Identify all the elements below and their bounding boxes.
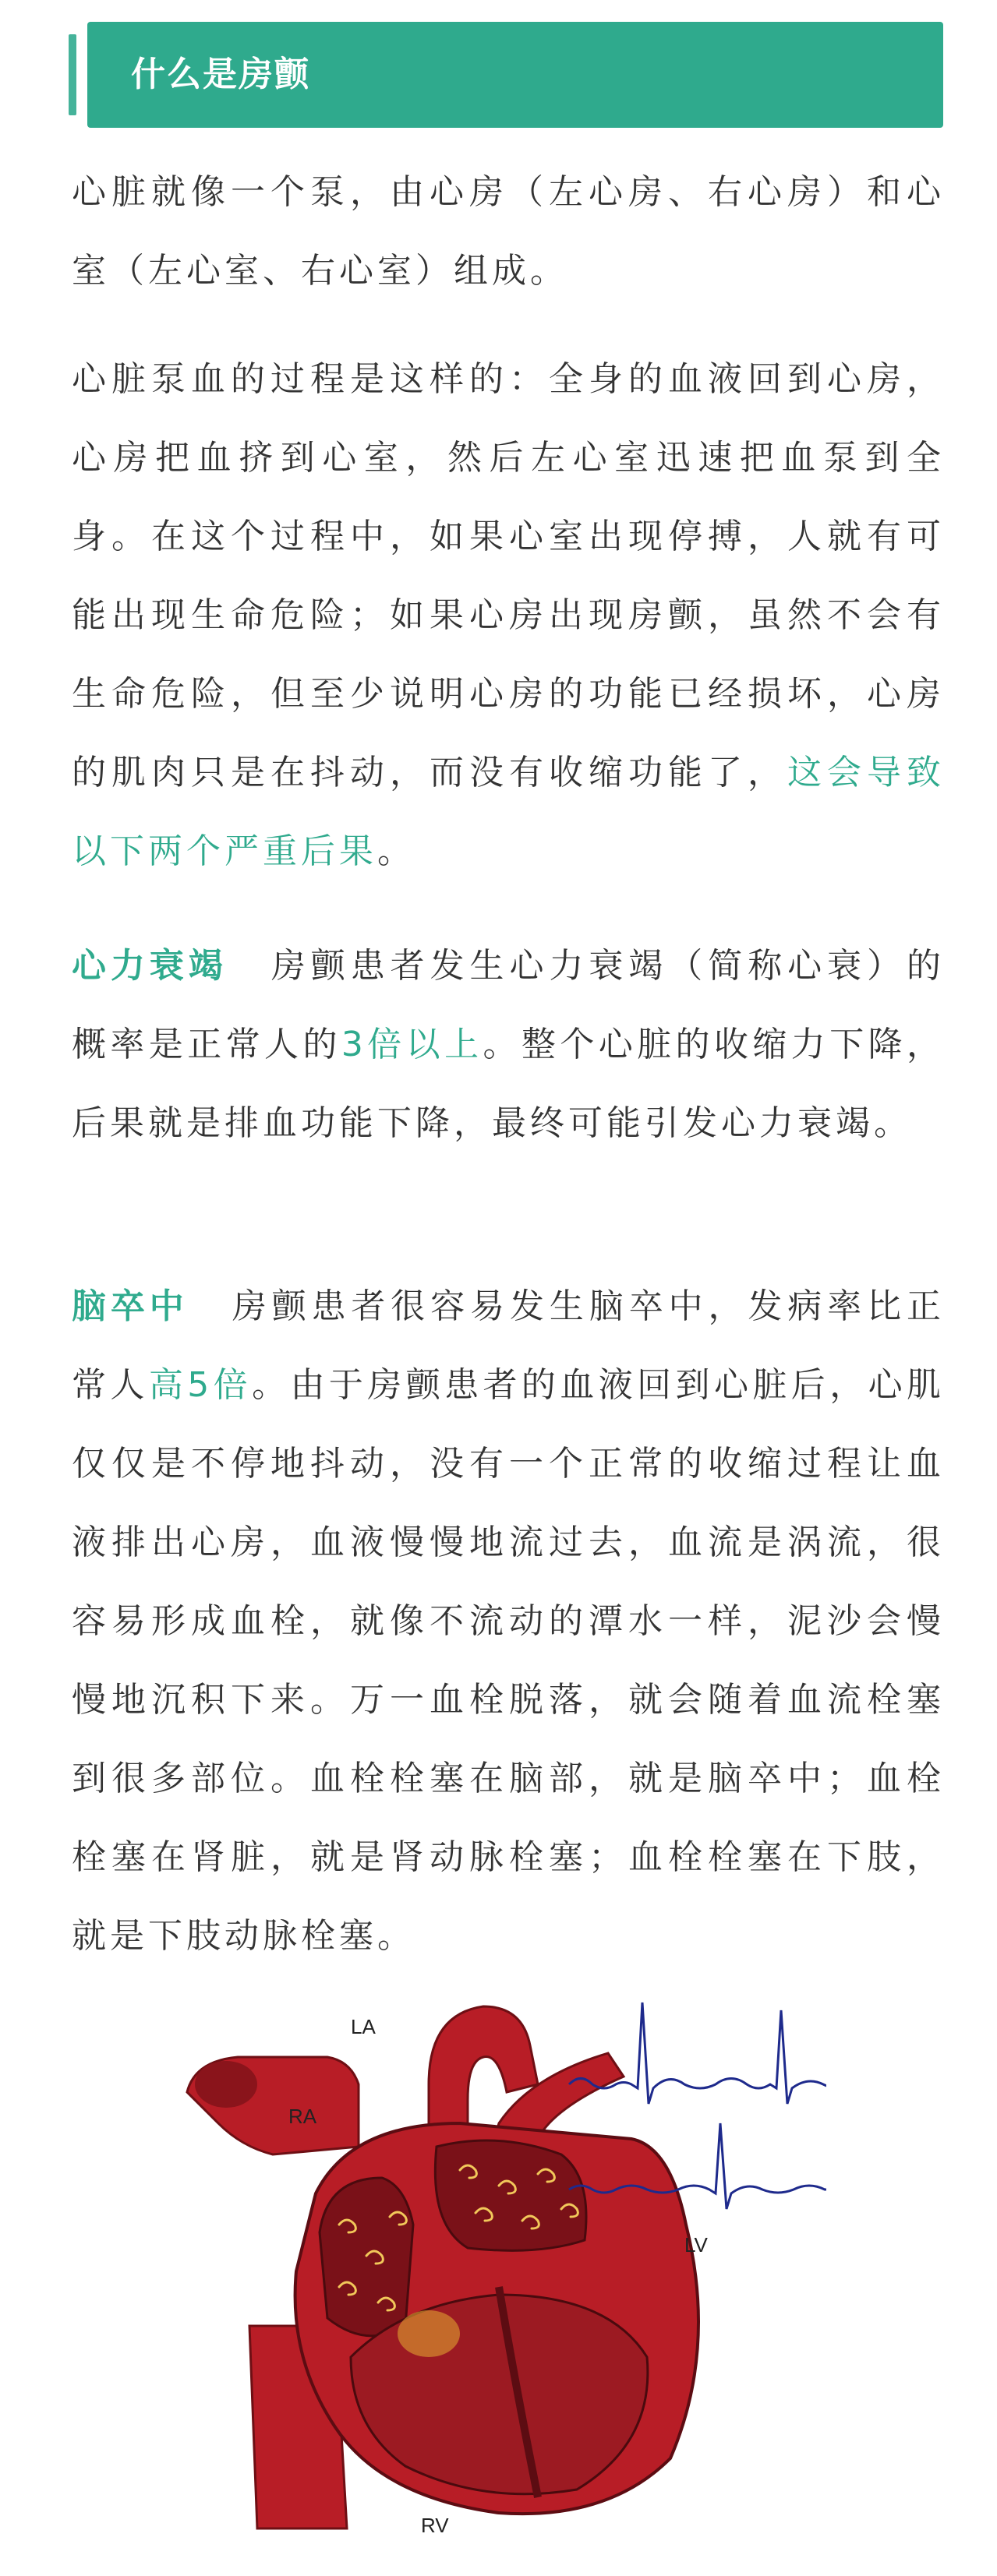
heart-failure-text-b: 。整个心脏的收缩力下降，后果就是排血功能下降，最终可能引发心力衰竭。 <box>72 1025 946 1143</box>
header-accent-bar <box>69 34 76 115</box>
heart-diagram-svg <box>171 1991 826 2536</box>
heart-failure-text-a: 房颤患者发生心力衰竭（简称心衰）的概率是正常人的 <box>72 946 946 1064</box>
consequences-highlight: 这会导致以下两个严重后果 <box>72 753 945 871</box>
label-ra: RA <box>288 2105 317 2128</box>
stroke-highlight: 高5倍 <box>148 1365 253 1405</box>
paragraph-process-text: 心脏泵血的过程是这样的：全身的血液回到心房，心房把血挤到心室，然后左心室迅速把血泵到全身。在这个过程中，如果心室出现停搏，人就有可能出现生命危险；如果心房出现房颤，虽然不会有生命危险，但至少说明心房的功能已经损坏，心房的肌肉只是在抖动，而没有收缩功能了， <box>72 359 945 792</box>
heart-illustration <box>171 1991 826 2536</box>
left-atrium <box>435 2140 586 2250</box>
section-header <box>69 22 943 128</box>
stroke-text-b: 。由于房颤患者的血液回到心脏后，心肌仅仅是不停地抖动，没有一个正常的收缩过程让血液排出心房，血液慢慢地流过去，血流是涡流，很容易形成血栓，就像不流动的潭水一样，泥沙会慢慢地沉积下来。万一血栓脱落，就会随着血流栓塞到很多部位。血栓栓塞在脑部，就是脑卒中；血栓栓塞在肾脏，就是肾动脉栓塞；血栓栓塞在下肢，就是下肢动脉栓塞。 <box>72 1365 946 1956</box>
section-title: 什么是房颤 <box>131 55 310 94</box>
label-lv: LV <box>684 2233 708 2257</box>
paragraph-heart-failure <box>72 926 945 1163</box>
paragraph-stroke <box>72 1267 945 1975</box>
header-banner <box>87 22 943 128</box>
label-rv: RV <box>421 2514 449 2536</box>
paragraph-intro <box>72 153 945 310</box>
label-la: LA <box>351 2015 376 2038</box>
paragraph-process <box>72 340 945 891</box>
heart-failure-highlight: 3倍以上 <box>341 1025 483 1064</box>
paragraph-intro-text: 心脏就像一个泵，由心房（左心房、右心房）和心室（左心室、右心室）组成。 <box>72 172 945 291</box>
stroke-text-a: 房颤患者很容易发生脑卒中，发病率比正常人 <box>72 1286 946 1405</box>
heart-failure-label: 心力衰竭 <box>72 946 228 986</box>
stroke-label: 脑卒中 <box>72 1286 189 1326</box>
av-node-glow <box>398 2310 460 2357</box>
vena-cava-opening <box>195 2061 257 2108</box>
paragraph-process-end: 。 <box>377 831 415 871</box>
